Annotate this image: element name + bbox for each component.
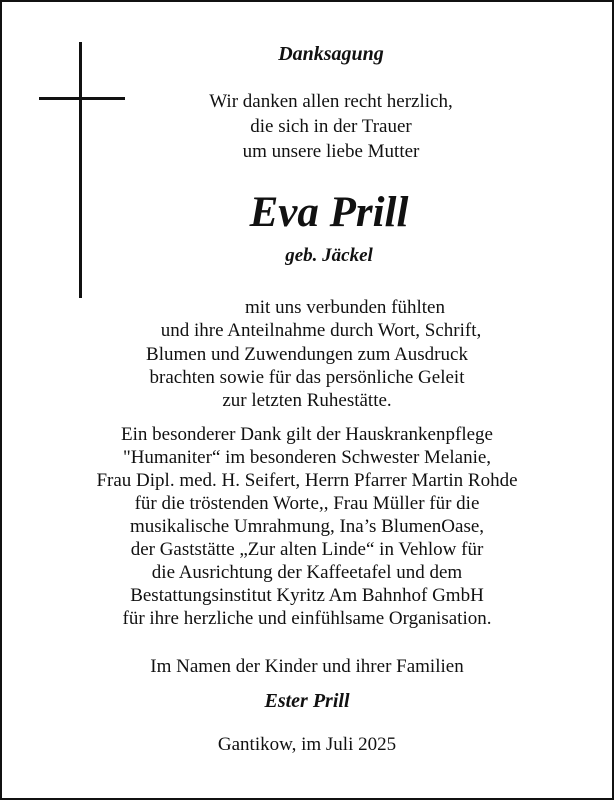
- thanks-line-1: Ein besonderer Dank gilt der Hauskrankenpflege: [121, 424, 493, 445]
- body-line-3: Blumen und Zuwendungen zum Ausdruck: [146, 344, 468, 365]
- intro-line-3: um unsere liebe Mutter: [242, 141, 420, 162]
- body-line-2: und ihre Anteilnahme durch Wort, Schrift,: [160, 320, 482, 341]
- thanks-line-6: der Gaststätte „Zur alten Linde“ in Vehlow für: [130, 539, 484, 560]
- deceased-name: Eva Prill: [249, 189, 409, 236]
- maiden-name: geb. Jäckel: [285, 245, 373, 266]
- signer-name: Ester Prill: [264, 690, 350, 712]
- body-line-1: mit uns verbunden fühlten: [245, 297, 445, 318]
- thanks-line-2: "Humaniter“ im besonderen Schwester Melanie,: [122, 447, 492, 468]
- intro-line-1: Wir danken allen recht herzlich,: [209, 91, 453, 112]
- intro-line-2: die sich in der Trauer: [250, 116, 412, 137]
- thanks-line-3: Frau Dipl. med. H. Seifert, Herrn Pfarrer Martin Rohde: [96, 470, 518, 491]
- thanks-line-8: Bestattungsinstitut Kyritz Am Bahnhof GmbH: [130, 585, 484, 606]
- thanks-line-9: für ihre herzliche und einfühlsame Organisation.: [122, 608, 492, 629]
- place-date: Gantikow, im Juli 2025: [217, 734, 397, 755]
- thanks-line-5: musikalische Umrahmung, Ina’s BlumenOase,: [129, 516, 485, 537]
- thanks-line-7: die Ausrichtung der Kaffeetafel und dem: [151, 562, 463, 583]
- notice-heading: Danksagung: [278, 43, 384, 65]
- closing-line: Im Namen der Kinder und ihrer Familien: [150, 656, 464, 677]
- body-line-5: zur letzten Ruhestätte.: [222, 390, 392, 411]
- body-line-4: brachten sowie für das persönliche Geleit: [149, 367, 465, 388]
- thanks-line-4: für die tröstenden Worte,, Frau Müller für die: [134, 493, 480, 514]
